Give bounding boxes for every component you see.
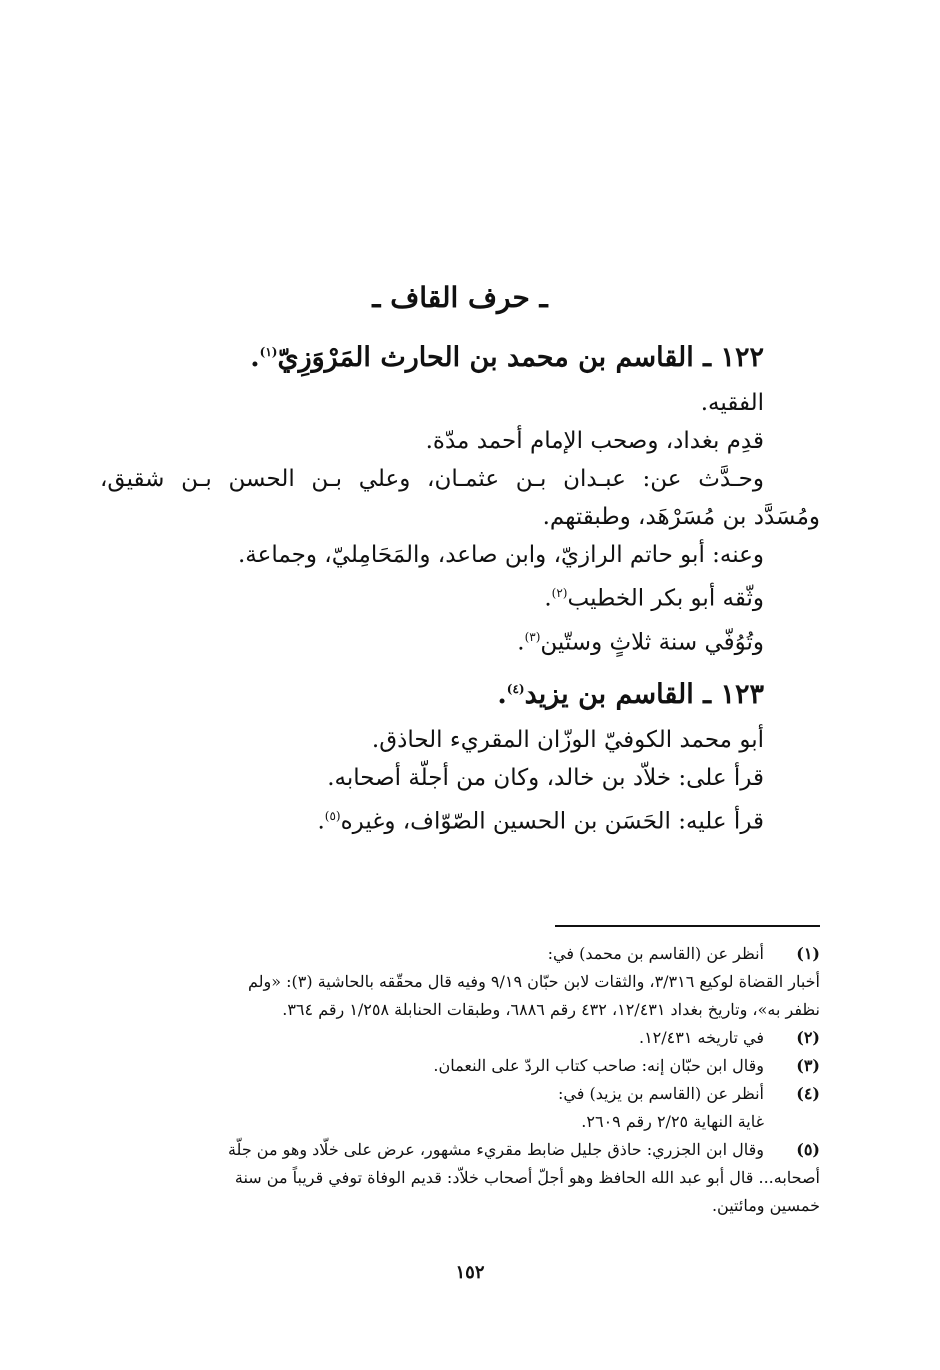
footnote-line: أصحابه... قال أبو عبد الله الحافظ وهو أجلّ أصحاب خلاّد: قديم الوفاة توفي قريباً من سنة: [234, 1168, 820, 1187]
footnote-body: [100, 1080, 764, 1136]
footnote-line: خمسين ومائتين.: [711, 1196, 820, 1215]
footnote-line: نظفر به»، وتاريخ بغداد ١٢/٤٣١، ٤٣٢ رقم ٦٨٨٦، وطبقات الحنابلة ١/٢٥٨ رقم ٣٦٤.: [282, 1000, 820, 1019]
footnote-ref: (٤): [506, 682, 525, 697]
footnote-3: [100, 1052, 820, 1080]
footnote-body: [100, 1136, 764, 1164]
text-line-body: قرأ عليه: الحَسَن بن الحسين الصّوّاف، وغيره: [340, 808, 764, 835]
footnote-line: أنظر عن (القاسم بن يزيد) في:: [558, 1084, 764, 1103]
footnote-5: [100, 1136, 820, 1164]
footnote-body: [100, 1024, 764, 1052]
footnote-line: وقال ابن الجزري: حاذق جليل ضابط مقريء مشهور، عرض على خلّاد وهو من جلّة: [227, 1140, 764, 1159]
section-heading: ـ حرف القاف ـ: [372, 281, 548, 314]
text-line: قرأ عليه: الحَسَن بن الحسين الصّوّاف، وغيره$^{(٥)}$.: [317, 808, 764, 835]
footnote-2: [100, 1024, 820, 1052]
entry-title-text: ١٢٢ ـ القاسم بن محمد بن الحارث المَرْوَزِيّ: [277, 342, 764, 373]
footnote-number: (١): [796, 944, 820, 963]
entry-122: [100, 332, 820, 661]
footnote-line: وقال ابن حبّان إنه: صاحب كتاب الردّ على النعمان.: [433, 1056, 764, 1075]
footnote-number: (٢): [796, 1028, 820, 1047]
text-line-body: وتُوُفّي سنة ثلاثٍ وستّين: [540, 629, 764, 656]
footnote-ref: (١): [259, 345, 278, 359]
footnote-line: في تاريخه ١٢/٤٣١.: [638, 1028, 764, 1047]
page-number: ١٥٢: [455, 1262, 485, 1283]
footnote-4: [100, 1080, 820, 1136]
text-line: وثّقه أبو بكر الخطيب$^{(٢)}$.: [544, 585, 764, 612]
footnote-body: [100, 1052, 764, 1080]
footnote-line: غاية النهاية ٢/٢٥ رقم ٢٦٠٩.: [581, 1112, 764, 1131]
footnote-ref: (٢): [551, 586, 568, 600]
text-line: الفقيه.: [700, 390, 764, 416]
entry-title-text: ١٢٣ ـ القاسم بن يزيد: [524, 679, 764, 711]
footnote-1: [100, 940, 820, 968]
footnotes: [100, 940, 820, 1220]
entry-title-end: .: [497, 679, 507, 711]
entry-title: [100, 332, 820, 378]
entry-123: [100, 669, 820, 841]
footnote-separator: [555, 925, 820, 927]
footnote-number: (٤): [796, 1084, 820, 1103]
text-line: أبو محمد الكوفيّ الوزّان المقريء الحاذق.: [371, 727, 764, 754]
footnote-line: أنظر عن (القاسم بن محمد) في:: [547, 944, 764, 963]
text-line: وعنه: أبو حاتم الرازيّ، وابن صاعد، والمَحَامِليّ، وجماعة.: [238, 542, 764, 568]
text-line-body: وثّقه أبو بكر الخطيب: [567, 585, 764, 612]
entry-title-end: .: [250, 342, 260, 373]
main-text: [100, 278, 820, 841]
text-line: قدِم بغداد، وصحب الإمام أحمد مدّة.: [425, 428, 764, 454]
footnote-ref: (٥): [324, 809, 341, 824]
footnote-5-continued: [100, 1164, 820, 1220]
text-line: وتُوُفّي سنة ثلاثٍ وستّين$^{(٣)}$.: [517, 629, 764, 656]
footnote-ref: (٣): [524, 629, 541, 644]
text-line: قرأ على: خلاّد بن خالد، وكان من أجلّة أصحابه.: [327, 765, 764, 792]
text-line: وحـدَّث عن: عبـدان بـن عثمـان، وعلي بـن الحسن بـن شقيق،: [100, 466, 764, 492]
entry-title: [100, 669, 820, 715]
footnote-number: (٥): [796, 1140, 820, 1159]
footnote-1-continued: [100, 968, 820, 1024]
footnote-body: [100, 940, 764, 968]
text-line: ومُسَدَّد بن مُسَرْهَد، وطبقتهم.: [542, 504, 820, 530]
footnote-line: أخبار القضاة لوكيع ٣/٣١٦، والثقات لابن حبّان ٩/١٩ وفيه قال محقّقه بالحاشية (٣): «ولم: [248, 972, 820, 991]
footnote-number: (٣): [796, 1056, 820, 1075]
